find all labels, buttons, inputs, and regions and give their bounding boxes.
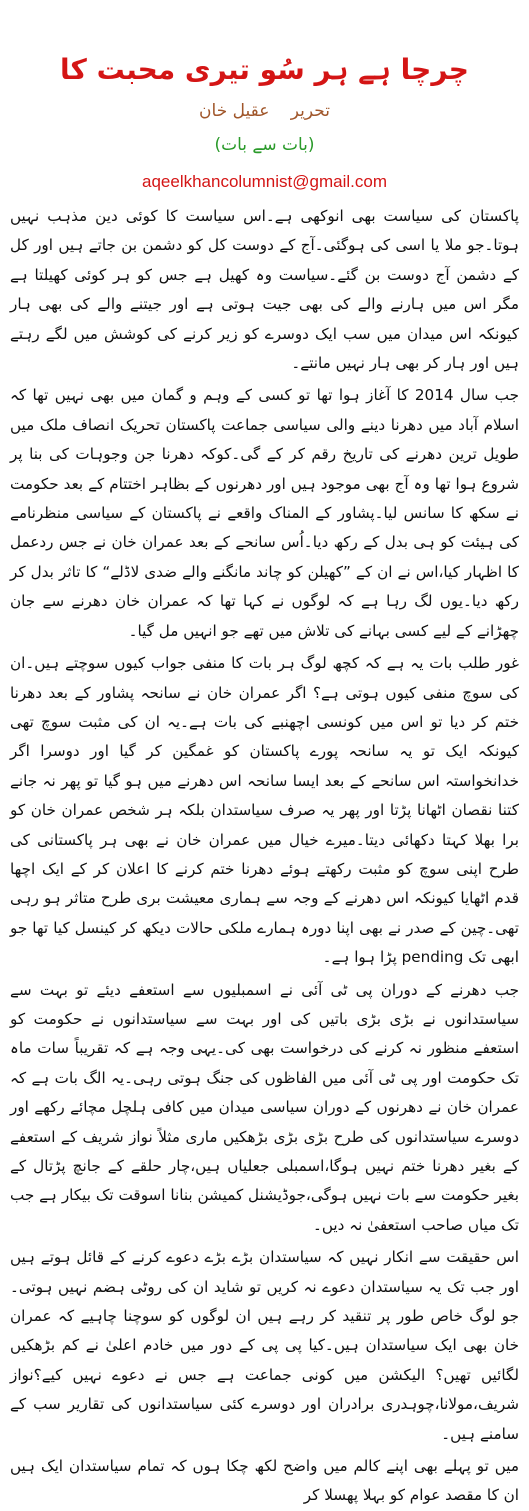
- author-email[interactable]: aqeelkhancolumnist@gmail.com: [142, 172, 387, 191]
- paragraph: غور طلب بات یہ ہے کہ کچھ لوگ ہر بات کا منفی جواب کیوں سوچتے ہیں۔ان کی سوچ منفی کیوں ہوتی ہے؟ اگر عمران خان نے سانحہ پشاور کے بعد دھرنا ختم کر دیا تو اس میں کونسی اچھنبے کی بات ہے۔یہ ان کی مثبت سوچ تھی کیونکہ ایک تو یہ سانحہ پورے پاکستان کو غمگین کر گیا اور دوسرا اگر خدانخواستہ اس سانحے کے بعد ایسا سانحہ اس دھرنے میں ہو گیا تو پھر نہ جانے کتنا نقصان اٹھانا پڑتا اور پھر یہ صرف سیاستدان بلکہ ہر شخص عمران خان کو برا بھلا کہتا دکھائی دیتا۔میرے خیال میں عمران خان نے بھی ہر پاکستانی کی طرح اپنی سوچ کو مثبت رکھتے ہوئے دھرنا ختم کرنے کا اعلان کر کے ایک اچھا قدم اٹھایا کیونکہ اس دھرنے کے وجہ سے ہماری معیشت بری طرح متاثر ہو رہی تھی۔چین کے صدر نے بھی اپنا دورہ ہمارے ملکی حالات دیکھ کر کینسل کیا تھا جو ابھی تک pending پڑا ہوا ہے۔: [10, 654, 519, 967]
- article-title: چرچا ہے ہر سُو تیری محبت کا: [60, 53, 469, 86]
- author-name: عقیل خان: [199, 101, 270, 121]
- paragraph: جب دھرنے کے دوران پی ٹی آئی نے اسمبلیوں سے استعفے دیئے تو بہت سے سیاستدانوں نے بڑی بڑی باتیں کی اور بہت سے سیاستدانوں نے حکومت کو استعفے منظور نہ کرنے کی درخواست بھی کی۔یہی وجہ ہے کہ تقریباً سات ماہ تک حکومت اور پی ٹی آئی میں الفاظوں کی جنگ ہوتی رہی۔یہ الگ بات ہے کہ عمران خان نے دھرنوں کے دوران سیاسی میدان میں کافی ہلچل مچائے رکھے اور دوسرے سیاستدانوں کی طرح بڑی بڑی بڑھکیں ماری مثلاً نواز شریف کے استعفے کے بغیر دھرنا ختم نہیں ہوگا،اسمبلی جعلیاں ہیں،چار حلقے کے جانچ پڑتال کے بغیر حکومت سے بات نہیں ہوگی،جوڈیشنل کمیشن بنانا اسوقت تک بیکار ہے جب تک میاں صاحب استعفیٰ نہ دیں۔: [10, 980, 519, 1234]
- byline: [10, 96, 519, 126]
- paragraph: پاکستان کی سیاست بھی انوکھی ہے۔اس سیاست کا کوئی دین مذہب نہیں ہوتا۔جو ملا یا اسی کی ہوگئی۔آج کے دوست کل کو دشمن بن جاتے ہیں اور کل کے دشمن آج دوست بن گئے۔سیاست وہ کھیل ہے جس کو ہر کوئی کھیلتا ہے مگر اس میں ہارنے والے کی بھی جیت ہوتی ہے اور جیتنے والے کی بھی ہار کیونکہ اس میدان میں سب ایک دوسرے کو زیر کرنے کی کوشش میں لگے رہتے ہیں اور ہار کر بھی ہار نہیں مانتے۔: [10, 207, 519, 373]
- paragraph: جب سال 2014 کا آغاز ہوا تھا تو کسی کے وہم و گمان میں بھی نہیں تھا کہ اسلام آباد میں دھرنا دینے والی سیاسی جماعت پاکستان تحریک انصاف ملک میں طویل ترین دھرنے کی تاریخ رقم کر کے گی۔کوکہ دھرنا جن وجوہات کی بنا پر شروع ہوا تھا وہ آج بھی موجود ہیں اور دھرنوں کے بظاہر اختتام کے بعد حکومت نے سکھ کا سانس لیا۔پشاور کے المناک واقعے نے پاکستان کے سیاسی منظرنامے کی ہیئت کو ہی بدل کے رکھ دیا۔اُس سانحے کے بعد عمران خان نے جس ردعمل کا اظہار کیا،اس نے ان کے ”کھیلن کو چاند مانگنے والے ضدی لاڈلے“ کا تاثر بدل کر رکھ دیا۔یوں لگ رہا ہے کہ لوگوں نے کہا تھا کہ عمران خان دھرنے سے جان چھڑانے کے لیے کسی بہانے کی تلاش میں تھے جو انہیں مل گیا۔: [10, 386, 519, 640]
- byline-label: تحریر: [290, 101, 330, 121]
- article-body: [10, 202, 519, 1511]
- paragraph: اس حقیقت سے انکار نہیں کہ سیاستدان بڑے بڑے دعوے کرنے کے قائل ہوتے ہیں اور جب تک یہ سیاستدان دعوے نہ کریں تو شاید ان کی روٹی ہضم نہیں ہوتی۔جو لوگ خاص طور پر تنقید کر رہے ہیں ان لوگوں کو سوچنا چاہیے کہ عمران خان بھی ایک سیاستدان ہیں۔کیا پی پی کے دور میں خادم اعلیٰ نے کم بڑھکیں لگائیں تھیں؟ الیکشن میں کونی جماعت ہے جس نے دعوے نہیں کیے؟نواز شریف،مولانا،چوہدری برادران اور دوسرے کئی سیاستدانوں کی تقاریر سب کے سامنے ہیں۔: [10, 1248, 519, 1443]
- series-name: (بات سے بات): [214, 135, 315, 155]
- paragraph: میں تو پہلے بھی اپنے کالم میں واضح لکھ چکا ہوں کہ تمام سیاستدان ایک ہیں ان کا مقصد عوام کو بہلا پھسلا کر: [10, 1457, 519, 1505]
